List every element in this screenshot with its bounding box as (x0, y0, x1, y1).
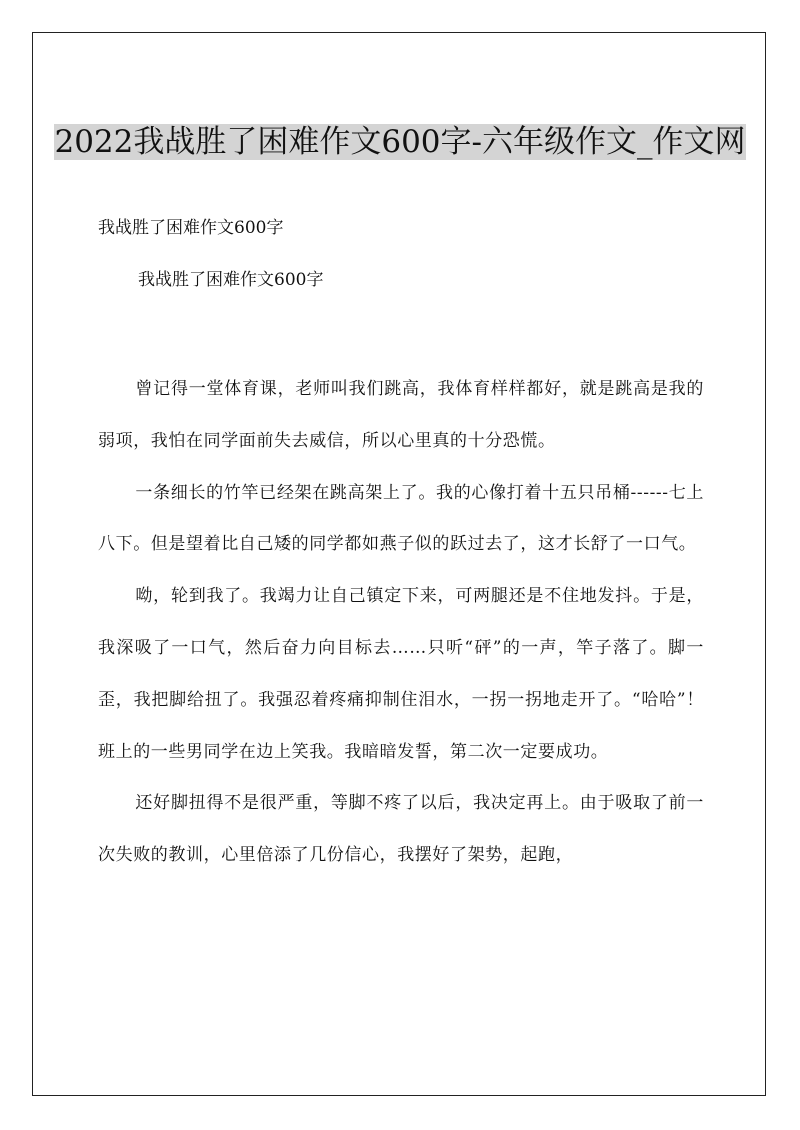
paragraph-3: 呦，轮到我了。我竭力让自己镇定下来，可两腿还是不住地发抖。于是，我深吸了一口气，然后奋力向目标去……只听“砰”的一声，竿子落了。脚一歪，我把脚给扭了。我强忍着疼痛抑制住泪水，一拐一拐地走开了。“哈哈”！班上的一些男同学在边上笑我。我暗暗发誓，第二次一定要成功。 (98, 586, 704, 762)
paragraph-1: 曾记得一堂体育课，老师叫我们跳高，我体育样样都好，就是跳高是我的弱项，我怕在同学面前失去威信，所以心里真的十分恐慌。 (98, 379, 704, 451)
document-title-text: 2022我战胜了困难作文600字-六年级作文_作文网 (54, 123, 746, 160)
document-title (0, 117, 800, 167)
paragraph-4: 还好脚扭得不是很严重，等脚不疼了以后，我决定再上。由于吸取了前一次失败的教训，心里倍添了几份信心，我摆好了架势，起跑， (98, 793, 704, 866)
document-subtitle: 我战胜了困难作文600字 (98, 218, 284, 238)
article-body (98, 364, 704, 882)
paragraph-2: 一条细长的竹竿已经架在跳高架上了。我的心像打着十五只吊桶------七上八下。但是望着比自己矮的同学都如燕子似的跃过去了，这才长舒了一口气。 (98, 482, 704, 555)
article-heading: 我战胜了困难作文600字 (138, 270, 324, 290)
